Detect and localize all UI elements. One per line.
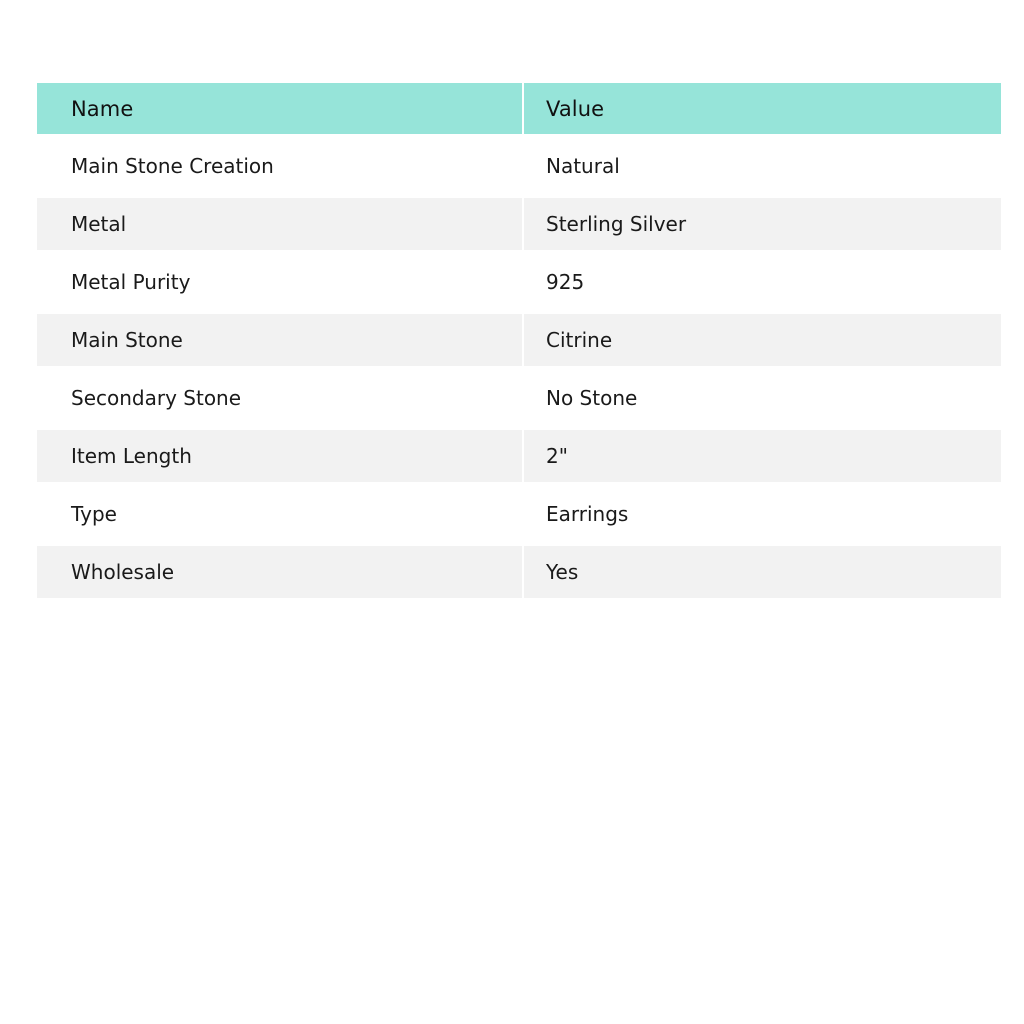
spec-name-cell: Secondary Stone xyxy=(37,366,523,430)
product-specs-table xyxy=(37,83,1001,598)
spec-value-cell: No Stone xyxy=(523,366,1001,430)
spec-name-cell: Main Stone Creation xyxy=(37,134,523,198)
table-row xyxy=(37,250,1001,314)
spec-name-cell: Metal xyxy=(37,198,523,250)
spec-name-cell: Metal Purity xyxy=(37,250,523,314)
spec-name-cell: Wholesale xyxy=(37,546,523,598)
table-row xyxy=(37,314,1001,366)
table-row xyxy=(37,134,1001,198)
table-row xyxy=(37,366,1001,430)
spec-value-cell: 2" xyxy=(523,430,1001,482)
column-header-value: Value xyxy=(523,83,1001,134)
spec-name-cell: Type xyxy=(37,482,523,546)
spec-value-cell: Sterling Silver xyxy=(523,198,1001,250)
spec-value-cell: Citrine xyxy=(523,314,1001,366)
spec-name-cell: Main Stone xyxy=(37,314,523,366)
table-row xyxy=(37,430,1001,482)
spec-value-cell: Yes xyxy=(523,546,1001,598)
table-row xyxy=(37,198,1001,250)
spec-value-cell: Natural xyxy=(523,134,1001,198)
table-header-row xyxy=(37,83,1001,134)
table-row xyxy=(37,546,1001,598)
table-row xyxy=(37,482,1001,546)
spec-value-cell: Earrings xyxy=(523,482,1001,546)
column-header-name: Name xyxy=(37,83,523,134)
spec-value-cell: 925 xyxy=(523,250,1001,314)
spec-name-cell: Item Length xyxy=(37,430,523,482)
